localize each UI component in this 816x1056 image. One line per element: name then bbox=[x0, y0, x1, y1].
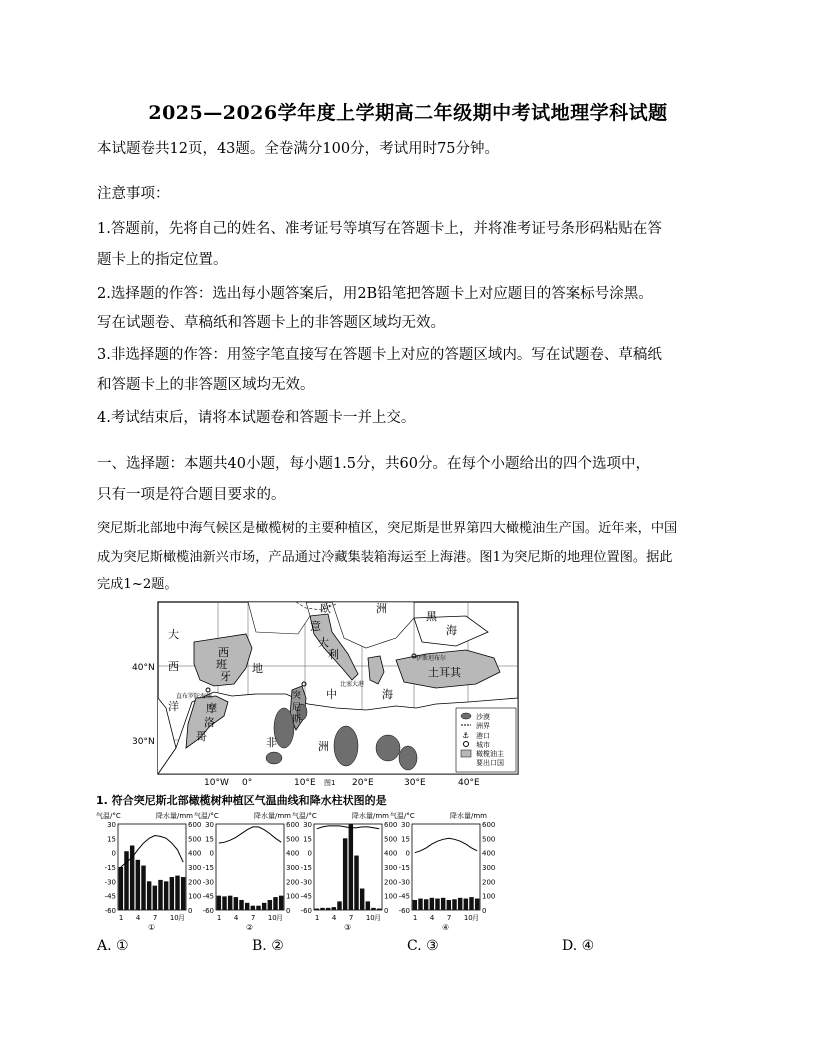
precip-bar bbox=[273, 897, 277, 910]
precip-tick: 300 bbox=[384, 864, 398, 872]
lon-tick: 20°E bbox=[352, 778, 374, 788]
precip-bar bbox=[170, 877, 174, 910]
lon-tick: 0° bbox=[242, 778, 253, 788]
temp-axis-title: 气温/°C bbox=[292, 812, 317, 820]
precip-tick: 400 bbox=[188, 849, 202, 858]
passage-line: 成为突尼斯橄榄油新兴市场，产品通过冷藏集装箱海运至上海港。图1为突尼斯的地理位置图。据此 bbox=[97, 550, 673, 565]
precip-bar bbox=[222, 896, 226, 910]
map-label: 比塞大港 bbox=[340, 681, 365, 688]
precip-bar bbox=[153, 886, 157, 910]
month-tick: 10 bbox=[267, 914, 277, 922]
precip-tick: 100 bbox=[384, 892, 398, 901]
precip-bar bbox=[469, 897, 473, 910]
tunisia-location-map bbox=[132, 601, 518, 788]
month-tick: 7 bbox=[152, 914, 158, 922]
month-tick: 1 bbox=[314, 914, 320, 922]
precip-bar bbox=[371, 908, 375, 910]
precip-bar bbox=[360, 889, 364, 911]
precip-tick: 400 bbox=[384, 849, 398, 858]
map-label: 尼 bbox=[292, 703, 302, 713]
precip-bar bbox=[458, 898, 462, 910]
lon-tick: 10°W bbox=[204, 778, 229, 788]
temp-tick: -60 bbox=[398, 907, 410, 915]
figure-block bbox=[96, 598, 526, 942]
temp-tick: -15 bbox=[300, 864, 312, 872]
precip-axis-title: 降水量/mm bbox=[450, 812, 487, 820]
precip-bar bbox=[181, 877, 185, 910]
precip-bar bbox=[262, 903, 266, 910]
temp-tick: 30 bbox=[107, 821, 116, 829]
precip-bar bbox=[239, 900, 243, 910]
chart-label: ② bbox=[246, 923, 254, 932]
precip-bar bbox=[268, 900, 272, 910]
temp-tick: 15 bbox=[107, 835, 116, 844]
month-unit: 月 bbox=[178, 914, 185, 922]
temperature-line bbox=[317, 826, 379, 829]
figure-caption: 图1 bbox=[324, 779, 336, 787]
temp-tick: -60 bbox=[104, 907, 116, 915]
precip-bar bbox=[279, 896, 283, 910]
month-tick: 4 bbox=[429, 914, 435, 922]
map-label: 意 bbox=[310, 620, 321, 633]
map-label: 地 bbox=[252, 662, 263, 675]
temp-tick: -15 bbox=[398, 864, 410, 872]
map-label: 黑 bbox=[426, 610, 437, 623]
map-legend bbox=[456, 708, 516, 772]
anchor-icon: ⚓ bbox=[462, 731, 470, 740]
precip-bar bbox=[424, 899, 428, 910]
precip-bar bbox=[124, 851, 128, 910]
precip-bar bbox=[332, 907, 336, 910]
precip-bar bbox=[464, 899, 468, 910]
precip-bar bbox=[349, 824, 353, 910]
precip-bar bbox=[326, 908, 330, 910]
legend-label: 港口 bbox=[476, 732, 490, 740]
month-tick: 1 bbox=[412, 914, 418, 922]
temp-tick: -30 bbox=[202, 878, 214, 887]
temp-tick: -60 bbox=[202, 907, 214, 915]
map-label: 西 bbox=[168, 660, 179, 673]
chart-frame bbox=[314, 824, 382, 910]
precip-tick: 200 bbox=[482, 878, 496, 887]
precip-tick: 200 bbox=[188, 878, 202, 887]
map-label: 利 bbox=[328, 648, 339, 661]
map-label: 海 bbox=[382, 688, 393, 701]
temp-tick: -60 bbox=[300, 907, 312, 915]
precip-bar bbox=[228, 896, 232, 910]
temp-tick: -30 bbox=[398, 878, 410, 887]
precip-tick: 500 bbox=[188, 835, 202, 844]
map-label: 斯 bbox=[292, 715, 302, 725]
map-label: 非 bbox=[266, 736, 277, 749]
map-label: 大 bbox=[168, 628, 179, 641]
precip-bar bbox=[435, 899, 439, 910]
precip-tick: 300 bbox=[188, 864, 202, 872]
month-tick: 10 bbox=[365, 914, 375, 922]
precip-bar bbox=[119, 867, 123, 910]
precip-bar bbox=[441, 898, 445, 910]
temp-tick: 0 bbox=[111, 849, 116, 858]
precip-bar bbox=[256, 906, 260, 910]
precip-tick: 500 bbox=[482, 835, 496, 844]
map-label: 海 bbox=[446, 624, 457, 637]
notice-line: 4.考试结束后，请将本试题卷和答题卡一并上交。 bbox=[97, 410, 416, 426]
precip-tick: 0 bbox=[286, 907, 291, 915]
month-tick: 4 bbox=[135, 914, 141, 922]
notice-line: 题卡上的指定位置。 bbox=[97, 252, 228, 268]
precip-bar bbox=[430, 898, 434, 910]
temperature-line bbox=[219, 827, 281, 843]
precip-bar bbox=[251, 906, 255, 910]
temperature-line bbox=[415, 838, 477, 852]
map-label: 大 bbox=[318, 636, 329, 649]
temp-tick: 30 bbox=[303, 821, 312, 829]
precip-bar bbox=[136, 860, 140, 910]
precip-tick: 500 bbox=[286, 835, 300, 844]
precip-bar bbox=[164, 881, 168, 910]
temp-tick: -15 bbox=[202, 864, 214, 872]
map-label: 班 bbox=[216, 658, 227, 671]
precip-bar bbox=[234, 897, 238, 910]
map-label: 直布罗陀海峡 bbox=[176, 693, 213, 700]
question-1: 1. 符合突尼斯北部橄榄树种植区气温曲线和降水柱状图的是 bbox=[96, 794, 387, 807]
precip-tick: 300 bbox=[286, 864, 300, 872]
precip-tick: 200 bbox=[384, 878, 398, 887]
precip-bar bbox=[366, 901, 370, 910]
precip-tick: 0 bbox=[384, 907, 389, 915]
precip-bar bbox=[175, 876, 179, 910]
month-tick: 7 bbox=[250, 914, 256, 922]
precip-axis-title: 降水量/mm bbox=[352, 812, 389, 820]
exam-intro: 本试题卷共12页，43题。全卷满分100分，考试用时75分钟。 bbox=[97, 141, 500, 157]
month-tick: 10 bbox=[463, 914, 473, 922]
notice-line: 和答题卡上的非答题区域均无效。 bbox=[97, 377, 315, 393]
precip-tick: 600 bbox=[384, 821, 398, 829]
precip-tick: 500 bbox=[384, 835, 398, 844]
climate-charts bbox=[96, 811, 495, 932]
precip-bar bbox=[141, 866, 145, 910]
precip-tick: 100 bbox=[482, 892, 496, 901]
precip-bar bbox=[217, 896, 221, 910]
map-label: 中 bbox=[326, 688, 337, 701]
month-unit: 月 bbox=[374, 914, 381, 922]
month-tick: 7 bbox=[446, 914, 452, 922]
precip-bar bbox=[354, 856, 358, 910]
precip-axis-title: 降水量/mm bbox=[254, 812, 291, 820]
legend-label: 橄榄油主 bbox=[476, 750, 504, 758]
map-label: 摩 bbox=[206, 702, 217, 715]
temp-tick: 15 bbox=[303, 835, 312, 844]
page-title: 2025—2026学年度上学期高二年级期中考试地理学科试题 bbox=[148, 102, 668, 124]
precip-tick: 400 bbox=[286, 849, 300, 858]
legend-label: 洲界 bbox=[476, 722, 490, 730]
map-label: 哥 bbox=[196, 730, 207, 743]
map-label: 牙 bbox=[220, 670, 231, 683]
precip-tick: 0 bbox=[188, 907, 193, 915]
precip-bar bbox=[343, 838, 347, 910]
month-tick: 7 bbox=[348, 914, 354, 922]
precip-tick: 600 bbox=[482, 821, 496, 829]
legend-label: 沙漠 bbox=[476, 713, 490, 721]
map-label: 突 bbox=[292, 691, 302, 701]
lat-tick: 30°N bbox=[132, 737, 155, 747]
precip-bar bbox=[147, 881, 151, 910]
map-label: 洲 bbox=[318, 740, 329, 753]
section-heading: 只有一项是符合题目要求的。 bbox=[97, 487, 286, 503]
temp-tick: -30 bbox=[104, 878, 116, 887]
figure-svg bbox=[96, 598, 526, 938]
temp-tick: -45 bbox=[398, 892, 410, 901]
precip-axis-title: 降水量/mm bbox=[156, 812, 193, 820]
map-label: 土耳其 bbox=[428, 666, 461, 679]
temp-tick: 0 bbox=[209, 849, 214, 858]
precip-tick: 400 bbox=[482, 849, 496, 858]
precip-bar bbox=[377, 909, 381, 910]
temp-tick: 0 bbox=[405, 849, 410, 858]
map-label: 洛 bbox=[204, 716, 215, 729]
precip-tick: 100 bbox=[286, 892, 300, 901]
section-heading: 一、选择题：本题共40小题，每小题1.5分，共60分。在每个小题给出的四个选项中， bbox=[97, 456, 650, 472]
lon-tick: 30°E bbox=[404, 778, 426, 788]
precip-bar bbox=[315, 909, 319, 910]
notice-line: 3.非选择题的作答：用签字笔直接写在答题卡上对应的答题区域内。写在试题卷、草稿纸 bbox=[97, 347, 662, 363]
lon-tick: 40°E bbox=[458, 778, 480, 788]
temp-tick: -45 bbox=[300, 892, 312, 901]
passage-line: 突尼斯北部地中海气候区是橄榄树的主要种植区，突尼斯是世界第四大橄榄油生产国。近年来，中国 bbox=[97, 521, 678, 536]
exporter-legend-icon bbox=[461, 750, 471, 757]
precip-tick: 600 bbox=[286, 821, 300, 829]
precip-bar bbox=[418, 899, 422, 910]
temp-axis-title: 气温/°C bbox=[194, 812, 219, 820]
precip-bar bbox=[447, 900, 451, 910]
precip-tick: 200 bbox=[286, 878, 300, 887]
map-label: 洲 bbox=[376, 602, 387, 615]
precip-bar bbox=[452, 899, 456, 910]
month-unit: 月 bbox=[276, 914, 283, 922]
notice-heading: 注意事项： bbox=[97, 186, 170, 202]
precip-bar bbox=[475, 899, 479, 910]
temp-tick: -15 bbox=[104, 864, 116, 872]
temp-tick: -30 bbox=[300, 878, 312, 887]
map-label: 洋 bbox=[168, 700, 179, 713]
lon-tick: 10°E bbox=[294, 778, 316, 788]
option-c[interactable]: C. ③ bbox=[407, 938, 439, 954]
notice-line: 2.选择题的作答：选出每小题答案后，用2B铅笔把答题卡上对应题目的答案标号涂黑。 bbox=[97, 286, 653, 302]
temp-tick: 30 bbox=[205, 821, 214, 829]
precip-bar bbox=[337, 901, 341, 910]
desert-legend-icon bbox=[461, 713, 471, 719]
chart-label: ③ bbox=[344, 923, 352, 932]
temp-axis-title: 气温/°C bbox=[390, 812, 415, 820]
option-a[interactable]: A. ① bbox=[97, 938, 129, 954]
notice-line: 1.答题前，先将自己的姓名、准考证号等填写在答题卡上，并将准考证号条形码粘贴在答 bbox=[97, 221, 662, 237]
temp-tick: 0 bbox=[307, 849, 312, 858]
option-b[interactable]: B. ② bbox=[252, 938, 284, 954]
chart-frame bbox=[412, 824, 480, 910]
precip-bar bbox=[413, 900, 417, 910]
precip-bar bbox=[320, 908, 324, 910]
map-label: 伊斯坦布尔 bbox=[416, 655, 447, 662]
lat-tick: 40°N bbox=[132, 663, 155, 673]
temp-tick: 15 bbox=[205, 835, 214, 844]
precip-tick: 0 bbox=[482, 907, 487, 915]
temp-tick: 30 bbox=[401, 821, 410, 829]
passage-line: 完成1~2题。 bbox=[97, 577, 178, 592]
month-tick: 1 bbox=[216, 914, 222, 922]
legend-label: 要出口国 bbox=[476, 759, 504, 767]
option-d[interactable]: D. ④ bbox=[562, 938, 595, 954]
temp-tick: 15 bbox=[401, 835, 410, 844]
month-tick: 4 bbox=[233, 914, 239, 922]
chart-label: ① bbox=[148, 923, 156, 932]
temp-tick: -45 bbox=[104, 892, 116, 901]
precip-bar bbox=[245, 903, 249, 910]
precip-tick: 300 bbox=[482, 864, 496, 872]
notice-line: 写在试题卷、草稿纸和答题卡上的非答题区域均无效。 bbox=[97, 315, 445, 331]
temp-axis-title: 气温/°C bbox=[96, 812, 121, 820]
month-tick: 10 bbox=[169, 914, 179, 922]
chart-label: ④ bbox=[442, 923, 450, 932]
precip-bar bbox=[158, 880, 162, 910]
precip-tick: 100 bbox=[188, 892, 202, 901]
map-label: 欧 bbox=[320, 602, 331, 615]
map-label: 西 bbox=[218, 646, 229, 659]
month-unit: 月 bbox=[472, 914, 479, 922]
temp-tick: -45 bbox=[202, 892, 214, 901]
month-tick: 1 bbox=[118, 914, 124, 922]
legend-label: 城市 bbox=[476, 741, 490, 749]
precip-tick: 600 bbox=[188, 821, 202, 829]
month-tick: 4 bbox=[331, 914, 337, 922]
